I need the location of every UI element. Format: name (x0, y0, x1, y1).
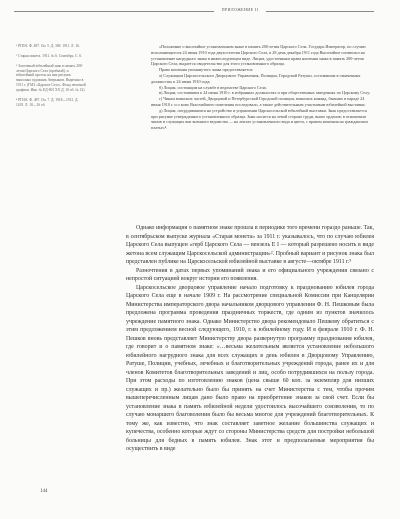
body-paragraph: Однако информация о памятном знаке прошла в периодике того времени гораздо раньше. Так, в сентябрьском выпуске журнала «Старая монета» за 1911 г. указывалось, что по случаю юбилея Царского Села выпущен «герб Царского Села — вензель Е I — который разрешено носить в виде жетона всем служащим Царскосельской администрации»². Пробный вариант и рисунок знака был представлен публике на Царскосельской юбилейной выставке в августе—октябре 1911 г.³ (126, 225, 374, 265)
header-rule-left (14, 11, 214, 12)
quote-paragraph: а) Служащим Царскосельского Дворцового Управления, Полиции, Городской Ратуши, состоявшим в означенных должностях к 24 июня 1910 года; (151, 72, 361, 84)
footnote-3: ³ Золоченый юбилейный знак в память 200-летия Царского Села (пробный), и юбилейный протон, на них рисунок выполнял художник Аверьянов. Вырезано в 1911 г. (ГМЗ «Царское Село». Фонд печатной графики. Инв. № ЕД-801 ХХ Д. 10 об. № 12). (16, 63, 86, 92)
quote-paragraph: «Положение о высочайше установленном знаке в память 200-летия Царского Села. Государь Император, по случаю исполняющегося 24 июня 1910 года двухсотлетия Царского Села, в 28 день декабря 1911 года Высочайше соизволил на установление нагрудного знака в нижеследующем виде. Лицам, удостоенным права ношения знака в память 200-летия Царского Села, выдается свидетельство для этого установленного образца. (151, 44, 366, 67)
quote-paragraph: в) Лицам, состоявшим к 24 июня 1910 г. в избранных должностях и при общественных заведениях по Царскому Селу; (159, 90, 371, 96)
footnote-4: ⁴ РГИА. Ф. 487. Оп. 7. Д. 1918—1912. Д. 1419. Л. 10—16 об. (16, 97, 79, 107)
quote-paragraph: д) Лицам, потрудившимся на устройство и управлении Царскосельской юбилейной выставки. Знак предоставляется при рисунке утвержденного установленного образца. Знак носится на левой стороне груди, выше орденов; в отношении чинов и служащих вне военного ведомства — на лентах установленного вида и цвета, с правом ношения на гражданском платье»⁴. (151, 107, 368, 131)
body-paragraph: Разночтения в датах первых упоминаний знака и его официального учреждения связано с непростой ситуацией вокруг истории его появления. (126, 267, 374, 282)
footnote-column (16, 44, 86, 112)
page-number: 144 (40, 489, 48, 494)
quote-paragraph: г) Чинам воинских частей, Дворцовой и Петербургской Городской полиции, воинских команд, бывших в параде 24 июня 1910 г. и о коих Высочайшего повеления последовало, а также действительным участникам юбилейной выставки; (151, 96, 366, 107)
footnote-2: ² Старая монета. 1911. № 6. Сентябрь. С. 6. (16, 53, 82, 58)
main-text (126, 224, 374, 454)
body-paragraph: Царскосельское дворцовое управление начало подготовку к празднованию юбилея города Царского Села еще в начале 1909 г. На рассмотрение специальной Комиссии при Канцелярии Министерства императорского двора начальником дворцового управления Ф. Н. Пешковым была предложена программа проведения праздничных торжеств, где одним из пунктов значилось учреждение памятного знака. Однако Министерство двора рекомендовало Пешкову обратиться с этим предложением весной следующего, 1910, г. к юбилейному году. И в феврале 1910 г. Ф. Н. Пешков вновь представляет Министерству двора развернутую программу празднования юбилея, где говорит и о памятном знаке: «…весьма желательным является установление небольшого юбилейного нагрудного знака для всех служащих в день юбилея в Дворцовому Управлению, Ратуше, Полиции, учебных, лечебных и благотворительных учреждений города, ранее их и для членов Комитетов благотворительных заведений и лиц, особо потрудившихся на пользу города. При этом расходы по изготовлению знаков (цена свыше 60 коп. за экземпляр для низших служащих и пр.) желательно было бы принять на счет Министерства с тем, чтобы прочим вышеперечисленным лицам дано было право на приобретение знаков за свой счет. Если бы установление знака в память юбилейной недели удостоилось высочайшего соизволения, то по случаю монаршего благоволения было бы весьма многое для учреждений благотворительных. К тому же, как известно, что знак составляет заветное желание большинства служащих и купечества, особенно которые ждут со стороны Министерства средств для постройки небольшой больницы для бедных в память юбилея. Знак этот и предполагаемые мероприятия бы осуществить в виде (126, 284, 374, 452)
running-header: ПРИЛОЖЕНИЕ II (221, 7, 259, 12)
footnote-1: ¹ РГИА. Ф. 487. Оп. 5. Д. 369. 1911. Л. 16. (16, 44, 80, 48)
quoted-regulation (151, 44, 371, 131)
quote-paragraph: Право ношения упомянутого знака предоставляется: (159, 67, 254, 73)
header-rule-right (266, 11, 374, 12)
quote-paragraph: б) Лицам, состоящим на службе в ведомстве Царского Села; (159, 84, 267, 90)
